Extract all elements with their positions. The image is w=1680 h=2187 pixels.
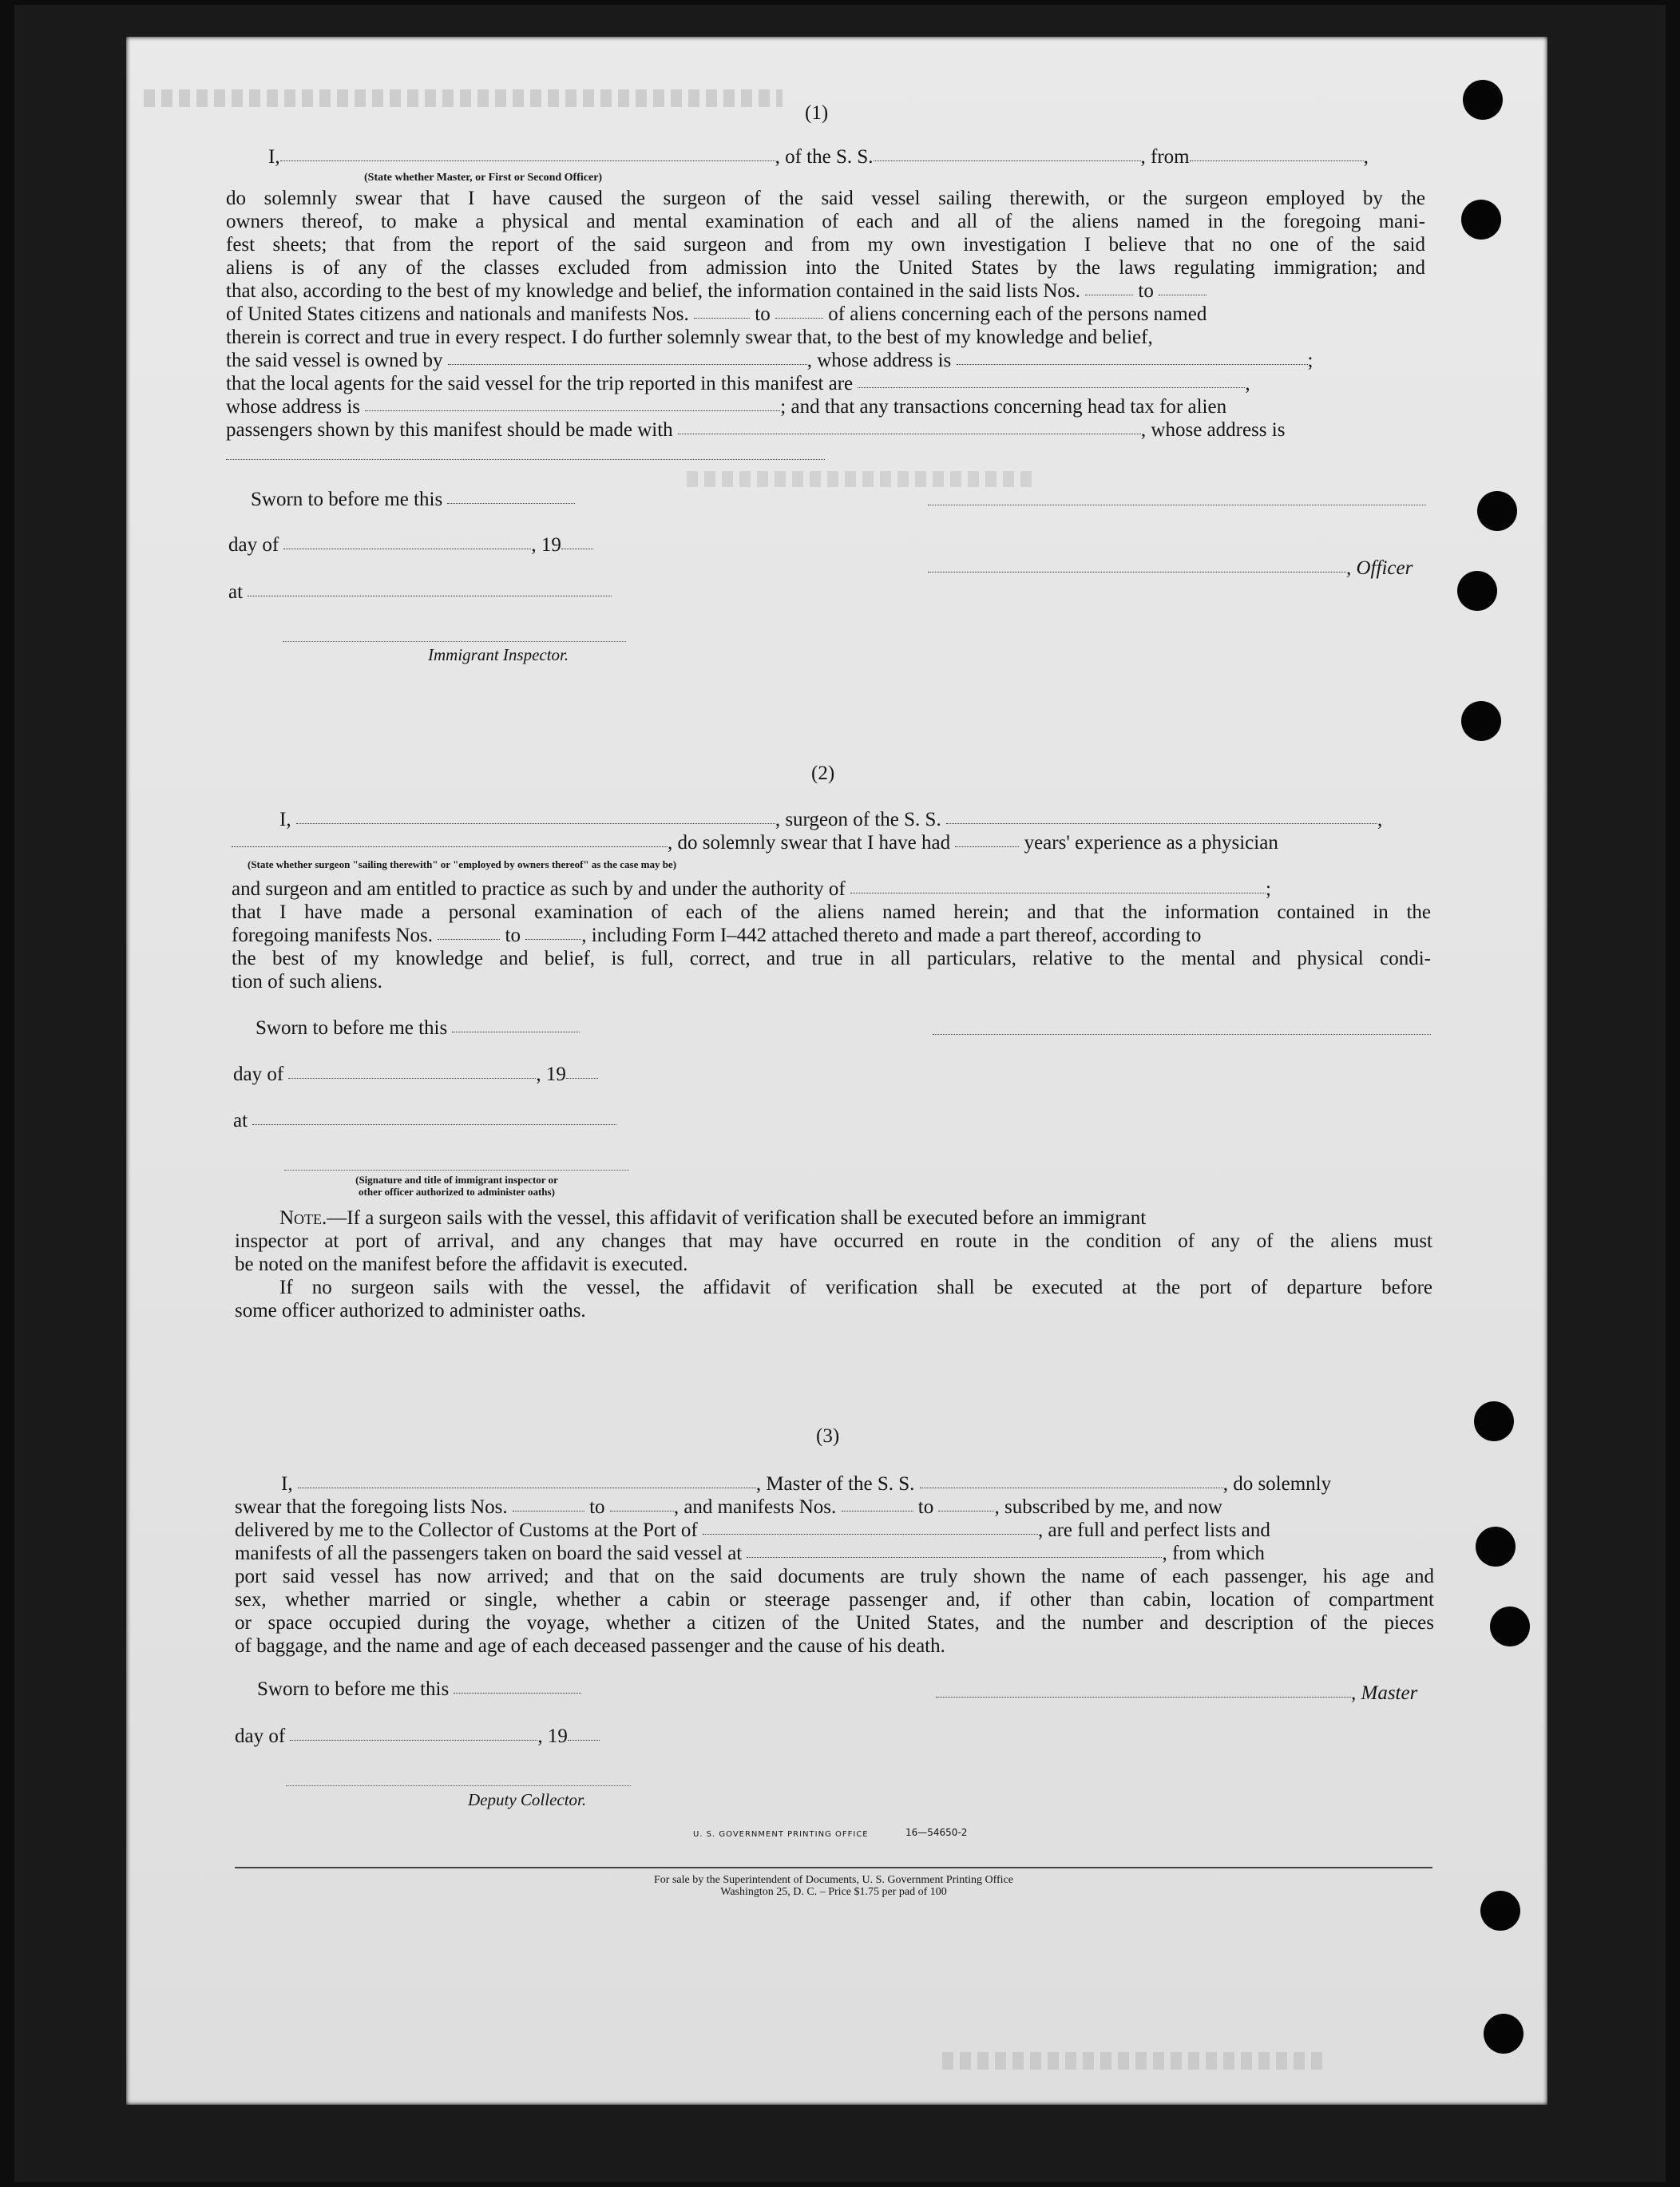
surgeon-note: (State whether surgeon "sailing therewith" or "employed by owners thereof" as the case may be)	[248, 858, 677, 870]
punch-hole	[1480, 1891, 1520, 1931]
note-line-2: inspector at port of arrival, and any changes that may have occurred en route in the condition of any of the aliens must	[235, 1230, 1432, 1252]
sworn-day-field-3[interactable]	[454, 1692, 581, 1694]
local-agents-field[interactable]	[858, 386, 1245, 388]
month-field-1[interactable]	[283, 548, 531, 549]
punch-hole	[1461, 200, 1501, 240]
section-2-line-6: the best of my knowledge and belief, is full, correct, and true in all particulars, relative to the mental and physical condi-	[232, 948, 1431, 969]
section-3-line-1: I, , Master of the S. S. , do solemnly	[281, 1473, 1332, 1495]
note-line-5: some officer authorized to administer oaths.	[235, 1300, 586, 1321]
sworn-label-1: Sworn to before me this	[251, 488, 575, 511]
section-3-heading: (3)	[816, 1425, 840, 1447]
bleed-through-text	[942, 2052, 1325, 2070]
inspector-signature-line[interactable]	[283, 641, 626, 642]
port-from-field[interactable]	[1190, 160, 1364, 161]
manifests-to-field[interactable]	[775, 317, 823, 319]
punch-hole	[1484, 2014, 1523, 2054]
years-experience-field[interactable]	[955, 846, 1019, 847]
form-number: 16—54650-2	[905, 1827, 968, 1838]
section-3-line-2: swear that the foregoing lists Nos. to , and manifests Nos. to , subscribed by me, and now	[235, 1496, 1222, 1518]
master-signature-label: , Master	[936, 1682, 1417, 1705]
officer-label: , Officer	[928, 557, 1413, 580]
oath-officer-signature-line[interactable]	[284, 1170, 629, 1171]
boarding-port-field[interactable]	[747, 1556, 1162, 1558]
agents-address-field[interactable]	[365, 410, 780, 411]
surgeon-status-field[interactable]	[232, 846, 668, 847]
authority-field[interactable]	[850, 892, 1266, 893]
manifests-from-field-3[interactable]	[842, 1510, 913, 1511]
manifests-to-field-2[interactable]	[525, 938, 581, 940]
section-1-line-4: fest sheets; that from the report of the said surgeon and from my own investigation I believe that no one of the said	[226, 234, 1425, 256]
punch-hole	[1476, 1527, 1516, 1567]
section-1-heading: (1)	[805, 102, 829, 124]
punch-hole	[1457, 571, 1497, 611]
collector-signature-line[interactable]	[286, 1785, 631, 1786]
section-1-line-7: of United States citizens and nationals and manifests Nos. to of aliens concerning each of the persons named	[226, 303, 1207, 325]
section-1-line-12: passengers shown by this manifest should be made with , whose address is	[226, 419, 1286, 441]
manifests-from-field-2[interactable]	[438, 938, 500, 940]
lists-to-field-3[interactable]	[610, 1510, 674, 1511]
footer-rule	[235, 1867, 1432, 1868]
section-2-line-1: I, , surgeon of the S. S. ,	[279, 809, 1383, 830]
day-of-label-2: day of , 19	[233, 1063, 598, 1086]
day-of-label-3: day of , 19	[235, 1725, 600, 1748]
punch-hole	[1490, 1607, 1530, 1646]
section-1-body	[226, 187, 1425, 279]
note-line-1: Note.—If a surgeon sails with the vessel, this affidavit of verification shall be executed before an immigrant	[279, 1207, 1147, 1229]
officer-signature-line-2[interactable]	[928, 571, 1346, 573]
section-2-line-7: tion of such aliens.	[232, 971, 382, 992]
bleed-through-text	[687, 471, 1038, 487]
section-1-line-2: do solemnly swear that I have caused the surgeon of the said vessel sailing therewith, or the surgeon employed by the	[226, 188, 1425, 209]
day-of-label-1: day of , 19	[228, 533, 593, 557]
section-3-body	[235, 1565, 1434, 1658]
sworn-day-field-2[interactable]	[452, 1031, 580, 1032]
oath-officer-note: (Signature and title of immigrant inspector or other officer authorized to administer oaths)	[355, 1174, 558, 1198]
surgeon-name-field[interactable]	[296, 822, 775, 824]
punch-hole	[1474, 1401, 1514, 1441]
section-1-line-10: that the local agents for the said vessel for the trip reported in this manifest are ,	[226, 373, 1250, 394]
note-line-4: If no surgeon sails with the vessel, the affidavit of verification shall be executed at the port of departure before	[279, 1277, 1432, 1298]
section-1-line-3: owners thereof, to make a physical and mental examination of each and all of the aliens named in the foregoing mani-	[226, 211, 1425, 232]
surgeon-vessel-field[interactable]	[946, 822, 1377, 824]
lists-from-field[interactable]	[1085, 294, 1133, 295]
master-note: (State whether Master, or First or Second Officer)	[364, 172, 603, 184]
section-2-line-2: , do solemnly swear that I have had years' experience as a physician	[232, 831, 1278, 854]
section-2-line-3: and surgeon and am entitled to practice as such by and under the authority of ;	[232, 878, 1271, 900]
section-1-line-1: I, , of the S. S. , from ,	[268, 146, 1369, 168]
owner-address-field[interactable]	[957, 363, 1308, 365]
inspector-label: Immigrant Inspector.	[428, 645, 569, 664]
at-label-2: at	[233, 1109, 616, 1132]
sale-notice: For sale by the Superintendent of Documents, U. S. Government Printing Office Washington 25, D. C. – Price $1.75 per pad of 100	[654, 1874, 1013, 1898]
section-2-line-5: foregoing manifests Nos. to , including Form I–442 attached thereto and made a part thereof, according to	[232, 925, 1202, 946]
master-vessel-field[interactable]	[920, 1487, 1223, 1488]
punch-hole	[1461, 701, 1501, 741]
deputy-collector-label: Deputy Collector.	[468, 1790, 587, 1809]
note-line-3: be noted on the manifest before the affidavit is executed.	[235, 1254, 688, 1275]
vessel-name-field[interactable]	[874, 160, 1141, 161]
manifests-to-field-3[interactable]	[938, 1510, 994, 1511]
head-tax-address-field[interactable]	[226, 459, 825, 460]
section-1-line-11: whose address is ; and that any transactions concerning head tax for alien	[226, 396, 1227, 418]
lists-to-field[interactable]	[1159, 294, 1207, 295]
master-signature-line[interactable]	[936, 1696, 1351, 1698]
year-field-1[interactable]	[561, 548, 593, 549]
section-3-line-7: or space occupied during the voyage, whether a citizen of the United States, and the number and description of the pieces	[235, 1612, 1434, 1634]
year-field-2[interactable]	[566, 1077, 598, 1079]
section-3-line-5: port said vessel has now arrived; and that on the said documents are truly shown the name of each passenger, his age and	[235, 1566, 1434, 1587]
at-place-field-1[interactable]	[248, 595, 612, 596]
surgeon-signature-line[interactable]	[933, 1034, 1431, 1035]
punch-hole	[1463, 80, 1503, 120]
section-2-heading: (2)	[811, 763, 835, 784]
at-label-1: at	[228, 580, 612, 604]
sworn-label-2: Sworn to before me this	[256, 1016, 580, 1040]
at-place-field-2[interactable]	[252, 1123, 616, 1125]
section-3-line-3: delivered by me to the Collector of Customs at the Port of , are full and perfect lists and	[235, 1519, 1270, 1541]
section-1-line-9: the said vessel is owned by , whose address is ;	[226, 350, 1313, 371]
section-1-line-6: that also, according to the best of my knowledge and belief, the information contained in the said lists Nos. to	[226, 279, 1207, 303]
lists-from-field-3[interactable]	[513, 1510, 584, 1511]
section-2-line-4: that I have made a personal examination of each of the aliens named herein; and that the information contained in the	[232, 901, 1431, 923]
manifests-from-field[interactable]	[694, 317, 750, 319]
year-field-3[interactable]	[568, 1739, 600, 1741]
customs-port-field[interactable]	[703, 1533, 1038, 1535]
sworn-label-3: Sworn to before me this	[257, 1678, 581, 1701]
punch-hole	[1477, 491, 1517, 531]
owner-field[interactable]	[448, 363, 807, 365]
gpo-imprint: U. S. GOVERNMENT PRINTING OFFICE	[693, 1830, 869, 1839]
section-3-line-4: manifests of all the passengers taken on board the said vessel at , from which	[235, 1543, 1265, 1564]
sworn-day-field-1[interactable]	[447, 502, 575, 504]
month-field-2[interactable]	[288, 1077, 536, 1079]
section-1-line-5: aliens is of any of the classes excluded from admission into the United States by the laws regulating immigration; and	[226, 257, 1425, 279]
master-name-field-3[interactable]	[298, 1487, 756, 1488]
section-3-line-8: of baggage, and the name and age of each deceased passenger and the cause of his death.	[235, 1635, 945, 1657]
section-3-line-6: sex, whether married or single, whether a cabin or steerage passenger and, if other than cabin, location of compartment	[235, 1589, 1434, 1611]
month-field-3[interactable]	[290, 1739, 537, 1741]
bleed-through-text	[144, 89, 783, 107]
master-name-field[interactable]	[280, 160, 775, 161]
section-1-line-8: therein is correct and true in every respect. I do further solemnly swear that, to the best of my knowledge and belief,	[226, 327, 1153, 348]
head-tax-contact-field[interactable]	[678, 433, 1141, 434]
